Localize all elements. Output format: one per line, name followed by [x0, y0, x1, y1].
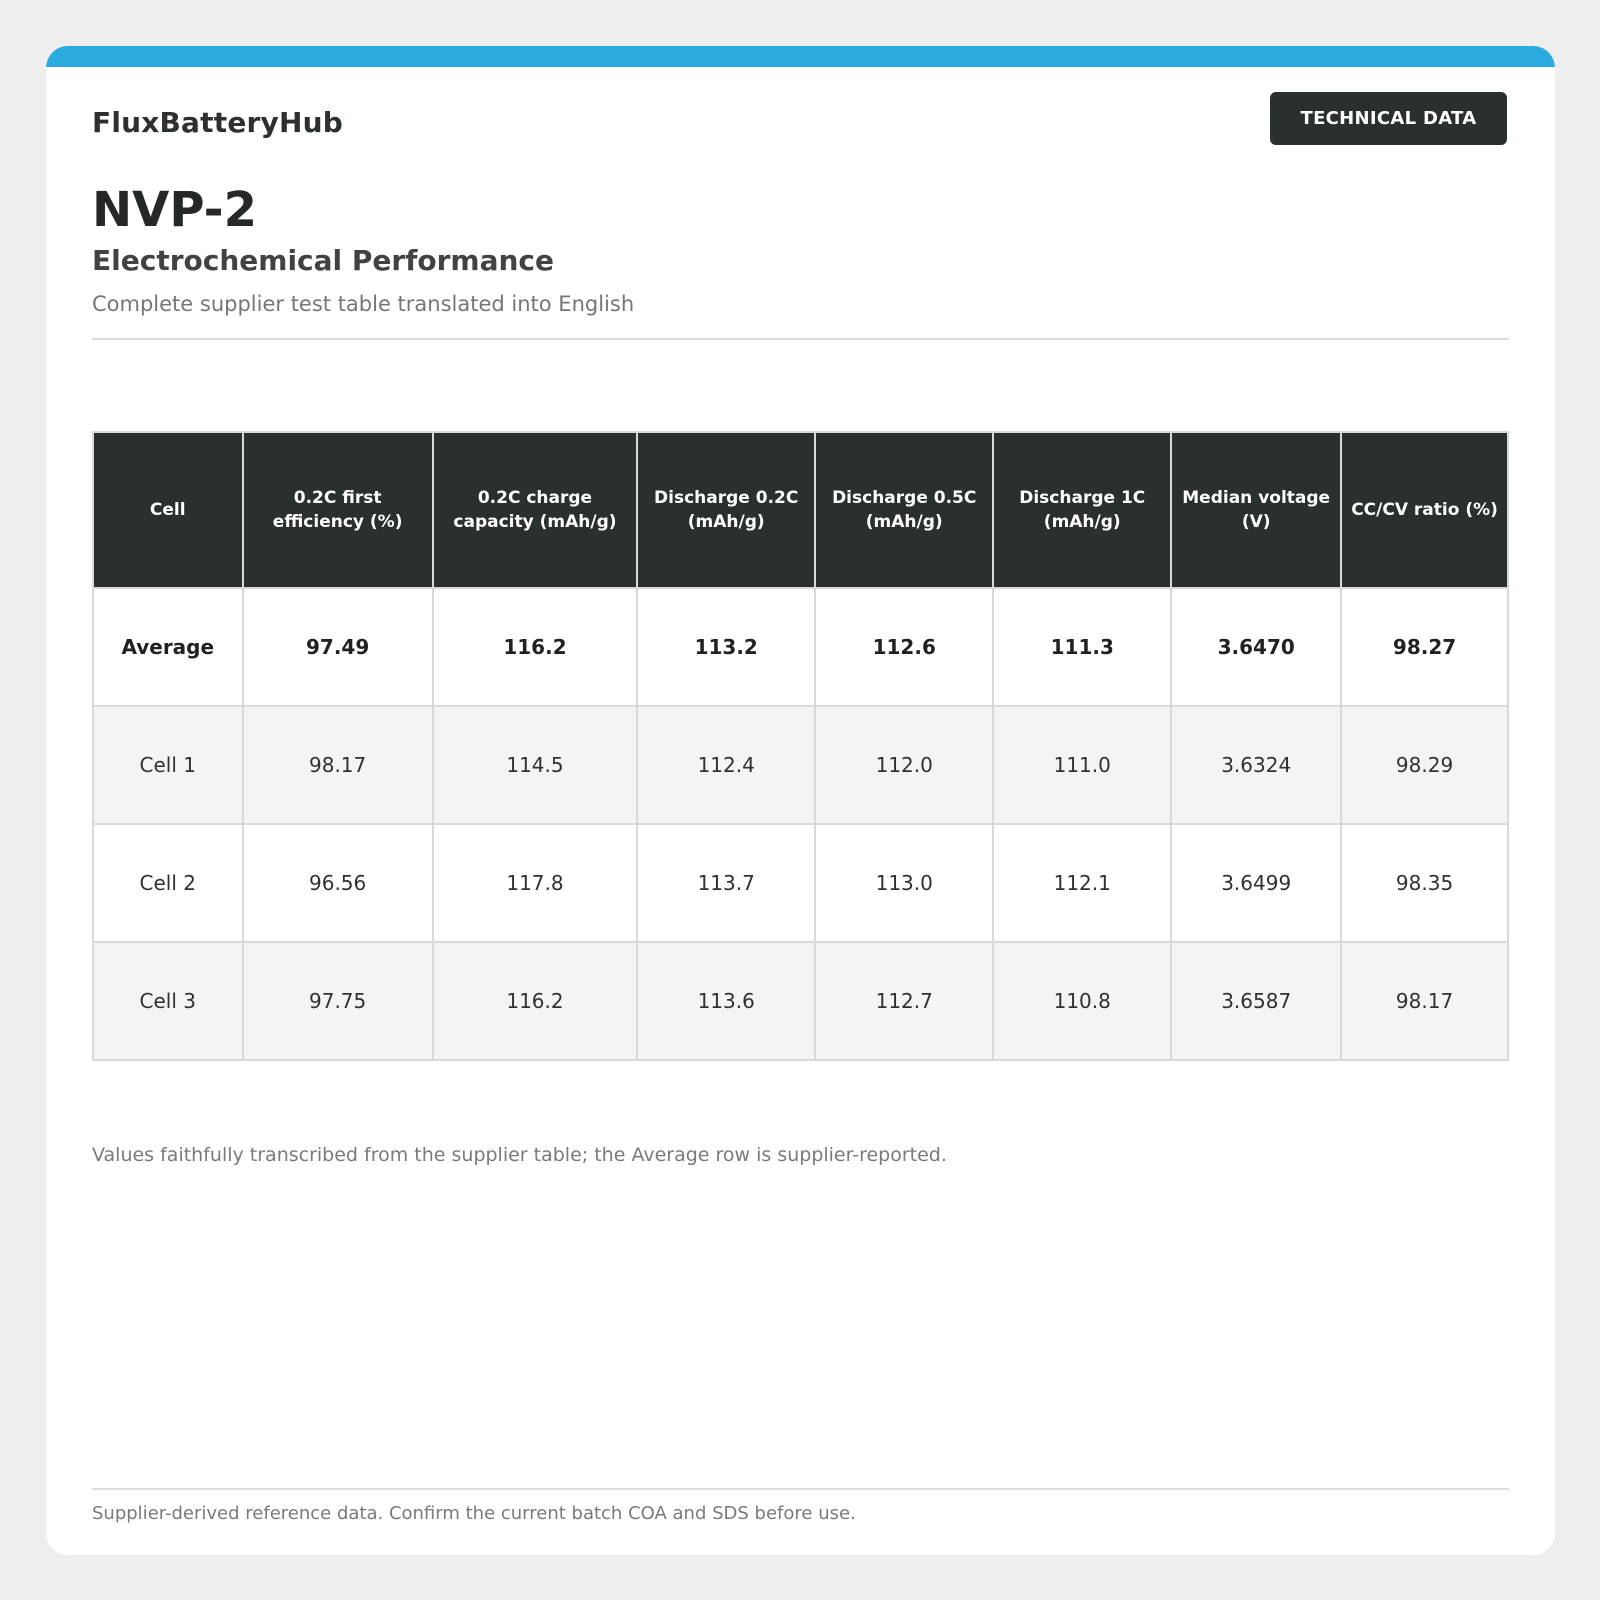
table-cell: 111.0 — [993, 706, 1171, 824]
table-cell: 117.8 — [433, 824, 637, 942]
table-row — [93, 706, 1508, 824]
column-header-median-voltage: Median voltage (V) — [1171, 432, 1341, 588]
table-cell: 113.0 — [815, 824, 993, 942]
table-cell: 3.6587 — [1171, 942, 1341, 1060]
table-cell: 98.29 — [1341, 706, 1508, 824]
column-header-charge-capacity: 0.2C charge capacity (mAh/g) — [433, 432, 637, 588]
table-cell: 97.49 — [243, 588, 433, 706]
table-cell: 110.8 — [993, 942, 1171, 1060]
column-header-discharge-05c: Discharge 0.5C (mAh/g) — [815, 432, 993, 588]
column-header-discharge-1c: Discharge 1C (mAh/g) — [993, 432, 1171, 588]
page-description: Complete supplier test table translated into English — [92, 292, 635, 316]
table-cell: 112.4 — [637, 706, 815, 824]
table-cell: Cell 2 — [93, 824, 243, 942]
table-cell: 98.27 — [1341, 588, 1508, 706]
table-row-average — [93, 588, 1508, 706]
technical-data-badge: TECHNICAL DATA — [1270, 92, 1507, 145]
table-cell: 113.6 — [637, 942, 815, 1060]
document-card — [46, 46, 1555, 1555]
table-header-row — [93, 432, 1508, 588]
table-cell: 112.7 — [815, 942, 993, 1060]
table-cell: 114.5 — [433, 706, 637, 824]
table-cell: 3.6324 — [1171, 706, 1341, 824]
transcription-note: Values faithfully transcribed from the supplier table; the Average row is supplier-reported. — [92, 1144, 947, 1166]
table-row — [93, 942, 1508, 1060]
table-cell: 113.2 — [637, 588, 815, 706]
table-cell: 113.7 — [637, 824, 815, 942]
table-cell: 98.17 — [243, 706, 433, 824]
table-cell: 111.3 — [993, 588, 1171, 706]
column-header-cccv-ratio: CC/CV ratio (%) — [1341, 432, 1508, 588]
column-header-discharge-02c: Discharge 0.2C (mAh/g) — [637, 432, 815, 588]
table-cell: Cell 3 — [93, 942, 243, 1060]
column-header-first-efficiency: 0.2C first efficiency (%) — [243, 432, 433, 588]
table-cell: 98.17 — [1341, 942, 1508, 1060]
footer-disclaimer: Supplier-derived reference data. Confirm the current batch COA and SDS before use. — [92, 1503, 856, 1524]
table-cell: 112.1 — [993, 824, 1171, 942]
table-cell: 116.2 — [433, 942, 637, 1060]
header-divider — [92, 338, 1509, 340]
page-title: NVP-2 — [92, 182, 257, 238]
brand-name: FluxBatteryHub — [92, 106, 343, 139]
footer-divider — [92, 1488, 1509, 1490]
table-cell: 97.75 — [243, 942, 433, 1060]
column-header-cell: Cell — [93, 432, 243, 588]
table-cell: 98.35 — [1341, 824, 1508, 942]
page-subtitle: Electrochemical Performance — [92, 244, 555, 277]
table-cell: 112.0 — [815, 706, 993, 824]
table-row — [93, 824, 1508, 942]
performance-table — [92, 431, 1509, 1061]
table-cell: 112.6 — [815, 588, 993, 706]
table-cell: 116.2 — [433, 588, 637, 706]
table-cell: 3.6470 — [1171, 588, 1341, 706]
table-cell: Cell 1 — [93, 706, 243, 824]
table-cell: Average — [93, 588, 243, 706]
table-cell: 3.6499 — [1171, 824, 1341, 942]
accent-bar — [46, 46, 1555, 67]
table-cell: 96.56 — [243, 824, 433, 942]
